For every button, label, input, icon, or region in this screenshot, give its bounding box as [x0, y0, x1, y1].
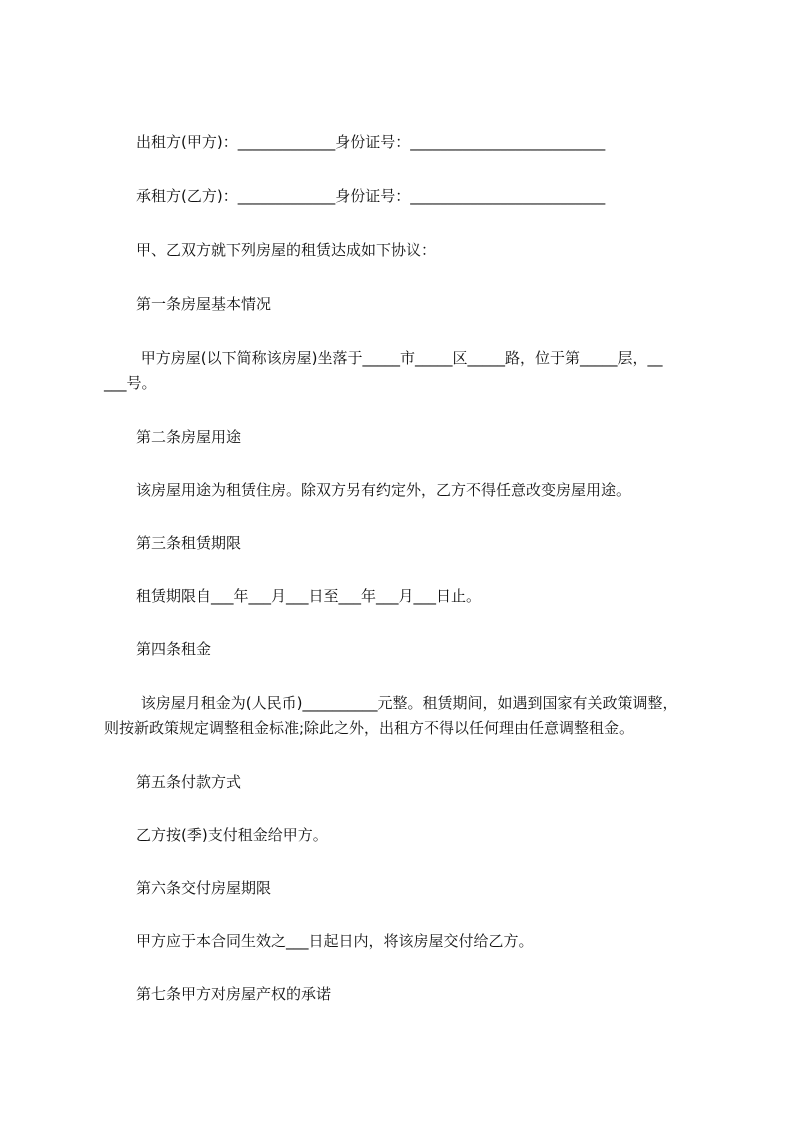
article-4-title: 第四条租金 — [136, 640, 212, 658]
agreement-intro: 甲、乙双方就下列房屋的租赁达成如下协议： — [136, 241, 437, 259]
article-5-body: 乙方按(季)支付租金给甲方。 — [136, 826, 328, 844]
article-2-body: 该房屋用途为租赁住房。除双方另有约定外，乙方不得任意改变房屋用途。 — [136, 481, 632, 499]
article-5-title: 第五条付款方式 — [136, 773, 242, 791]
lessee-line: 承租方(乙方)：_____________身份证号：__________________________ — [136, 187, 606, 205]
article-1-title: 第一条房屋基本情况 — [136, 295, 272, 313]
article-1-body-line-2: ___号。 — [104, 374, 157, 392]
article-3-title: 第三条租赁期限 — [136, 534, 242, 552]
article-4-body-line-2: 则按新政策规定调整租金标准;除此之外，出租方不得以任何理由任意调整租金。 — [104, 719, 635, 737]
article-3-body: 租赁期限自___年___月___日至___年___月___日止。 — [136, 587, 482, 605]
article-2-title: 第二条房屋用途 — [136, 428, 242, 446]
article-6-title: 第六条交付房屋期限 — [136, 879, 272, 897]
article-6-body: 甲方应于本合同生效之___日起日内，将该房屋交付给乙方。 — [136, 932, 534, 950]
article-1-body-line-1: 甲方房屋(以下简称该房屋)坐落于_____市_____区_____路，位于第_____层，__ — [136, 349, 663, 367]
article-4-body-line-1: 该房屋月租金为(人民币)__________元整。租赁期间，如遇到国家有关政策调整， — [136, 694, 678, 712]
article-7-title: 第七条甲方对房屋产权的承诺 — [136, 985, 332, 1003]
lessor-line: 出租方(甲方)：_____________身份证号：__________________________ — [136, 133, 606, 151]
